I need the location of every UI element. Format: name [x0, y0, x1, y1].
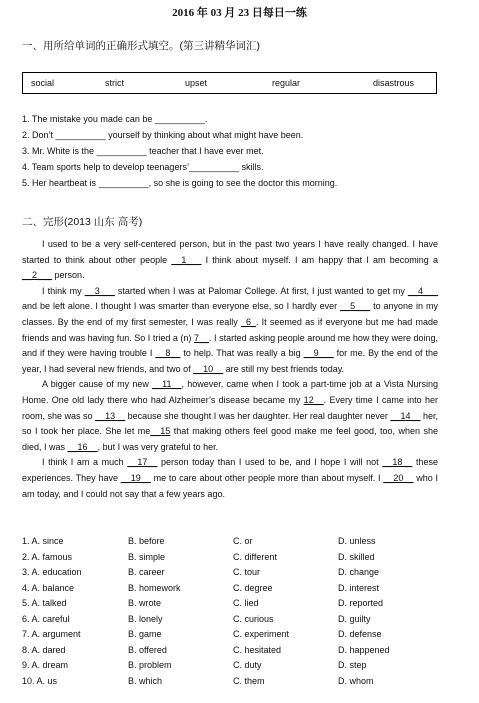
cloze-blank: __9___ [303, 348, 334, 359]
passage-text: . Every time I came into her room, she was so [22, 394, 438, 421]
option-d: D. happened [338, 644, 390, 655]
answer-blank: __________ [55, 130, 106, 140]
word-bank-item: strict [105, 78, 124, 88]
question-text: 3. Mr. White is the [22, 146, 97, 156]
fill-question-1 [22, 114, 208, 124]
cloze-blank: __10__ [193, 363, 224, 374]
option-a: 10. A. us [22, 675, 58, 686]
word-bank-item: social [31, 78, 55, 88]
option-a: 3. A. education [22, 567, 82, 577]
passage-text: who I am today, and I could not say that a few years ago. [22, 472, 438, 499]
question-text: . [204, 114, 208, 124]
cloze-blank: __4___ [407, 285, 438, 296]
option-row [22, 536, 462, 551]
option-a: 5. A. talked [22, 598, 67, 608]
cloze-passage [22, 237, 438, 502]
option-c: C. different [233, 551, 277, 562]
option-a: 6. A. careful [22, 613, 70, 624]
cloze-blank: __3___ [84, 285, 115, 296]
question-text: , so she is going to see the doctor this morning. [148, 178, 338, 188]
option-row [22, 629, 462, 644]
option-d: D. change [338, 567, 380, 577]
passage-paragraph-3 [22, 377, 438, 455]
cloze-blank: __1___ [171, 254, 202, 265]
word-bank-item: upset [185, 78, 208, 88]
question-text: teacher that I have ever met. [146, 146, 264, 156]
passage-text: I used to be a very self-centered person, but in the past two years I have really changed. I have started to think about other people [22, 239, 438, 265]
option-row [22, 552, 462, 567]
passage-text: person. [52, 270, 85, 281]
option-row [22, 645, 462, 660]
option-c: C. degree [233, 582, 273, 593]
passage-text: . I started asking people around me how they were doing, and if they were having trouble I [22, 332, 439, 359]
passage-text: and be left alone. I thought I was smarter than everyone else, so I hardly ever [22, 301, 341, 312]
option-d: D. skilled [338, 551, 375, 562]
option-row [22, 567, 462, 582]
option-b: B. which [128, 675, 163, 686]
answer-blank: __________ [98, 178, 149, 188]
section1-heading: 一、用所给单词的正确形式填空。(第三讲精华词汇) [22, 40, 260, 52]
passage-paragraph-1 [22, 237, 438, 284]
option-a: 2. A. famous [22, 551, 73, 562]
cloze-blank: __17__ [127, 457, 158, 468]
section2-heading: 二、完形(2013 山东 高考) [22, 216, 143, 228]
cloze-blank: __13__ [95, 410, 126, 421]
passage-text: for me. By the end of the year, I had several new friends, and two of [22, 348, 439, 374]
passage-text: to help. That was really a big [180, 348, 304, 359]
option-b: B. problem [128, 660, 172, 670]
option-row [22, 598, 462, 613]
cloze-blank: __18__ [382, 457, 413, 468]
passage-text: her, so I took her place. She let me [22, 410, 439, 437]
word-bank-item: disastrous [373, 78, 415, 88]
passage-text: that making others feel good make me feel good, too, when she died, I was [22, 426, 438, 452]
option-d: D. guilty [338, 613, 371, 624]
option-d: D. interest [338, 582, 380, 593]
passage-text: started when I was at Palomar College. At first, I just wanted to get my [114, 285, 408, 296]
question-text: skills. [239, 162, 264, 172]
question-text: yourself by thinking about what might have been. [105, 130, 304, 140]
answer-blank: __________ [188, 162, 240, 172]
question-text: 1. The mistake you made can be [22, 114, 155, 124]
passage-text: I think I am a much [42, 457, 128, 468]
option-d: D. defense [338, 629, 382, 639]
option-c: C. lied [233, 598, 259, 608]
option-a: 4. A. balance [22, 582, 75, 593]
option-b: B. offered [128, 644, 167, 655]
cloze-blank: __16__ [67, 441, 98, 452]
fill-question-5 [22, 178, 337, 188]
cloze-blank: __20__ [383, 472, 414, 483]
cloze-blank: __5___ [340, 301, 371, 312]
option-b: B. wrote [128, 598, 162, 608]
passage-text: these experiences. They have [22, 457, 439, 483]
option-row [22, 676, 462, 691]
option-a: 9. A. dream [22, 660, 69, 670]
question-text: 2. Don’t [22, 130, 56, 140]
cloze-blank: 7__ [193, 332, 209, 343]
passage-text: , however, came when I took a part-time job at a Vista Nursing Home. One old lady there who had Alzheimer’s disease became my [22, 379, 438, 405]
answer-blank: __________ [154, 114, 205, 124]
fill-question-3 [22, 146, 264, 156]
option-b: B. simple [128, 551, 166, 562]
option-d: D. unless [338, 536, 376, 546]
passage-text: I think about myself. I am happy that I am becoming a [201, 254, 438, 265]
option-c: C. curious [233, 613, 274, 624]
option-b: B. game [128, 629, 162, 639]
cloze-blank: __14__ [390, 410, 421, 421]
passage-text: I think my [42, 285, 85, 296]
word-bank-item: regular [272, 78, 301, 88]
option-a: 7. A. argument [22, 629, 81, 639]
option-d: D. step [338, 660, 367, 670]
option-row [22, 660, 462, 675]
option-b: B. lonely [128, 613, 163, 624]
option-c: C. them [233, 675, 265, 686]
passage-text: , but I was very grateful to her. [97, 441, 219, 452]
cloze-blank: __15 [150, 426, 171, 437]
cloze-blank: 12__ [303, 394, 324, 405]
passage-text: because she thought I was her daughter. Her real daughter never [125, 410, 391, 421]
option-row [22, 614, 462, 629]
option-c: C. duty [233, 660, 262, 670]
passage-paragraph-4 [22, 455, 438, 502]
passage-paragraph-2 [22, 284, 438, 378]
option-c: C. experiment [233, 629, 290, 639]
cloze-blank: __19__ [120, 472, 151, 483]
option-d: D. reported [338, 598, 384, 608]
cloze-blank: _6_ [240, 316, 256, 327]
question-text: 5. Her heartbeat is [22, 178, 99, 188]
fill-question-2 [22, 130, 303, 140]
option-d: D. whom [338, 675, 374, 686]
fill-question-4 [22, 162, 264, 172]
passage-text: . It seemed as if everyone but me had made friends and was having fun. So I tried a (n) [22, 316, 438, 343]
passage-text: person today than I used to be, and I hope I will not [157, 457, 383, 468]
cloze-blank: __2___ [22, 270, 53, 281]
option-b: B. homework [128, 582, 181, 593]
option-c: C. tour [233, 567, 261, 577]
option-b: B. before [128, 536, 165, 546]
option-c: C. or [233, 536, 253, 546]
passage-text: to anyone in my classes. By the end of my first semester, I was really [22, 301, 438, 327]
cloze-blank: __8__ [155, 348, 181, 359]
option-a: 1. A. since [22, 536, 64, 546]
option-b: B. career [128, 567, 165, 577]
passage-text: A bigger cause of my new [42, 379, 153, 390]
cloze-blank: __11__ [152, 379, 182, 390]
question-text: 4. Team sports help to develop teenagers’ [22, 162, 189, 172]
option-row [22, 583, 462, 598]
answer-blank: __________ [96, 146, 147, 156]
word-bank [22, 72, 437, 94]
option-c: C. hesitated [233, 644, 282, 655]
page-title: 2016 年 03 月 23 日每日一练 [172, 7, 307, 19]
option-a: 8. A. dared [22, 644, 66, 655]
passage-text: me to care about other people more than about myself. I [150, 472, 384, 483]
passage-text: are still my best friends today. [223, 363, 345, 374]
